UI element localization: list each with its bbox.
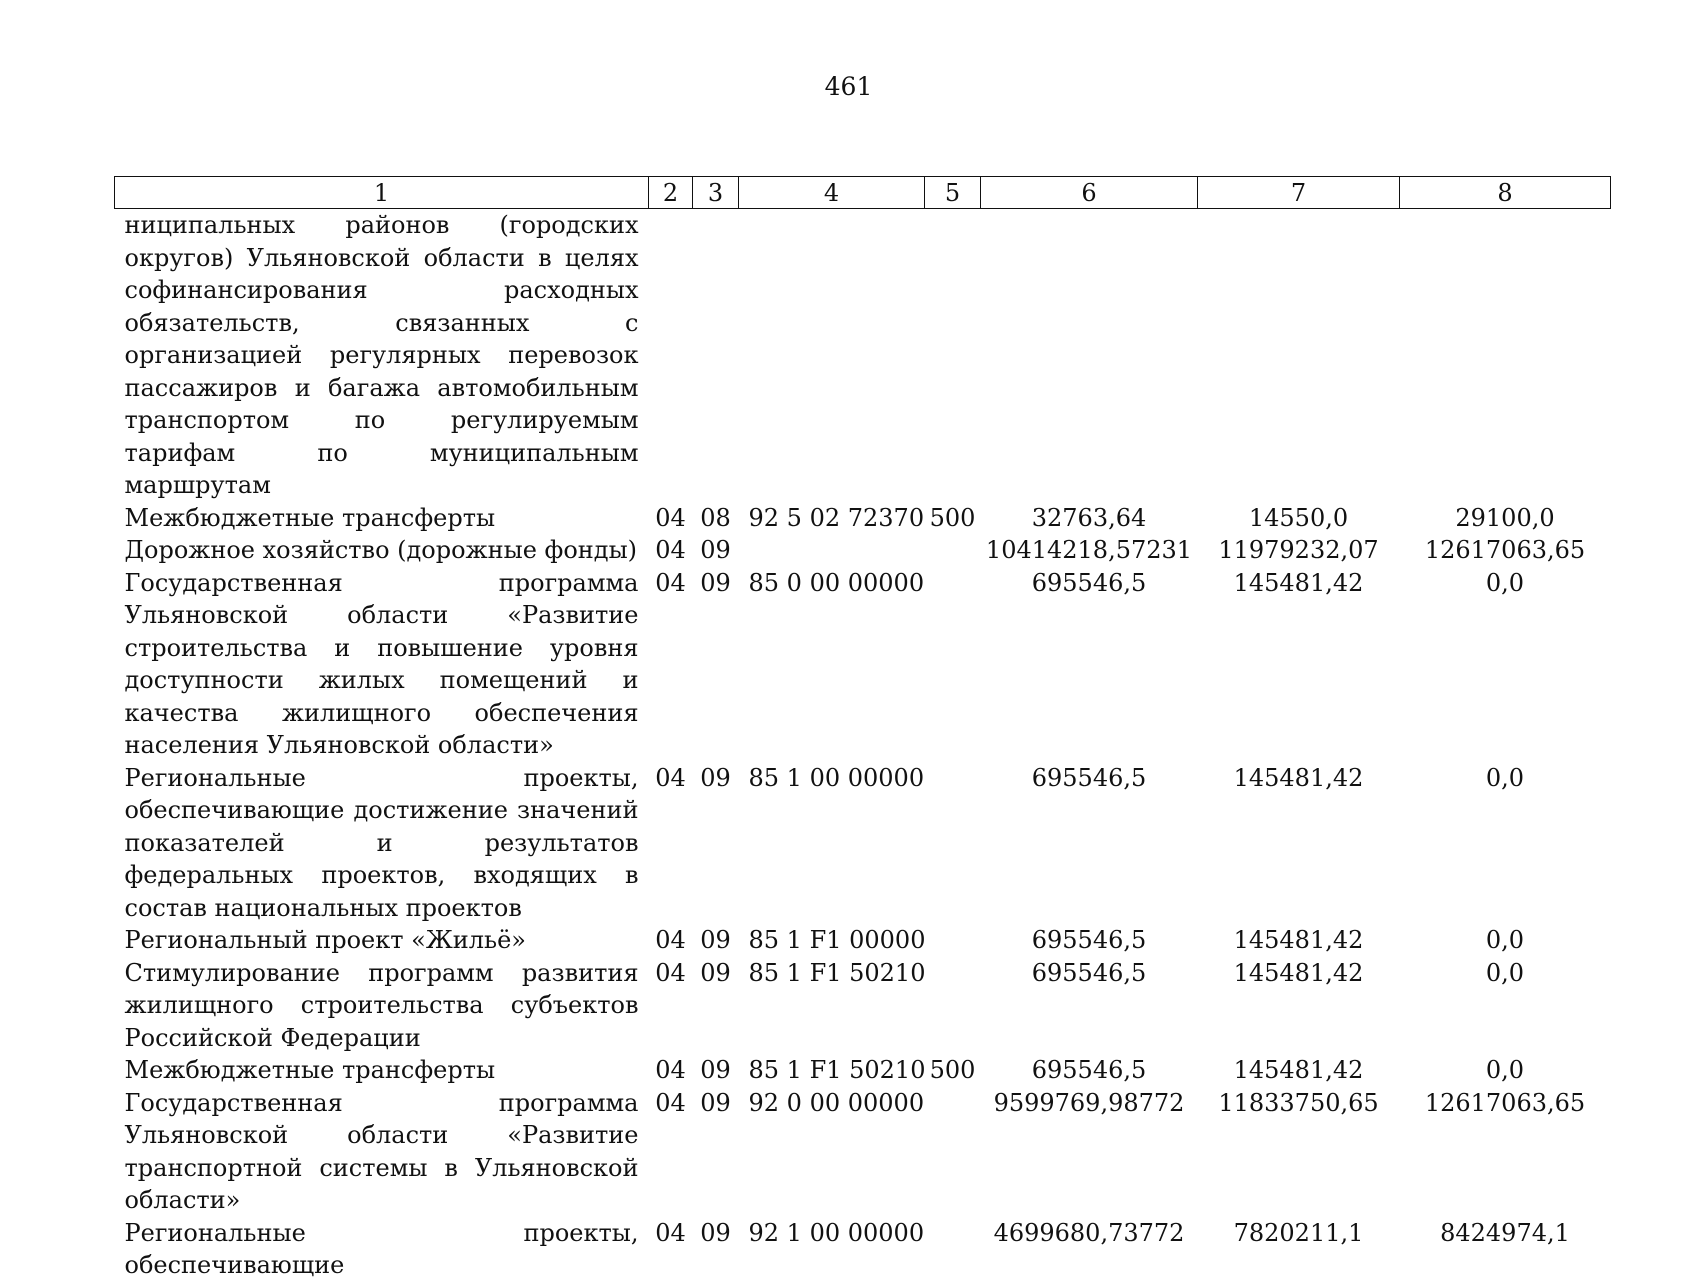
row-value-8: 0,0 [1485,568,1525,597]
row-value-6: 32763,64 [1031,503,1147,532]
table-row [115,502,1611,535]
row-value-7: 145481,42 [1233,926,1364,954]
header-col-5: 5 [925,177,981,209]
row-value-6: 695546,5 [1031,568,1147,597]
row-value-8: 12617063,65 [1424,536,1586,564]
row-subsection: 08 [700,503,731,532]
table-row [115,534,1611,567]
row-name: Межбюджетные трансферты [124,503,496,532]
row-value-6: 695546,5 [1031,763,1147,792]
row-value-7: 145481,42 [1233,958,1364,987]
header-col-1: 1 [115,177,649,209]
row-subsection: 09 [700,1218,731,1247]
row-expense-type: 500 [929,503,976,532]
row-value-6: 9599769,98772 [993,1088,1185,1117]
row-value-8: 0,0 [1485,1056,1525,1084]
row-value-7: 11833750,65 [1218,1088,1379,1117]
row-value-8: 0,0 [1485,763,1525,792]
page-number: 461 [824,72,873,101]
table-row [115,567,1611,762]
row-subsection [693,209,739,502]
row-value-8 [1400,209,1611,502]
row-target-code [739,534,925,567]
row-target-code: 85 0 00 00000 [748,568,925,597]
row-value-7: 11979232,07 [1218,536,1379,564]
row-value-7: 145481,42 [1233,763,1364,792]
row-target-code: 92 1 00 00000 [748,1218,925,1247]
row-value-7: 14550,0 [1248,503,1349,532]
table-row [115,1087,1611,1217]
row-section [649,209,693,502]
table-row [115,209,1611,502]
row-subsection: 09 [700,958,731,987]
budget-table [114,176,1611,1282]
row-section: 04 [655,536,686,564]
row-section: 04 [655,1056,686,1084]
table-row [115,1054,1611,1087]
row-value-8: 12617063,65 [1424,1088,1586,1117]
row-subsection: 09 [700,1056,731,1084]
table-body [115,209,1611,1282]
row-expense-type [925,1087,981,1217]
header-col-8: 8 [1400,177,1611,209]
row-target-code: 85 1 00 00000 [748,763,925,792]
row-value-7 [1198,209,1400,502]
row-name: Межбюджетные трансферты [124,1056,496,1084]
row-target-code: 85 1 F1 00000 [748,926,926,954]
table-row [115,1217,1611,1282]
row-value-6: 695546,5 [1031,1056,1147,1084]
table-row [115,762,1611,925]
row-value-8: 29100,0 [1455,503,1555,532]
row-subsection: 09 [700,926,731,954]
row-expense-type [925,1217,981,1282]
row-value-7: 145481,42 [1233,568,1364,597]
header-col-7: 7 [1198,177,1400,209]
row-name: Стимулирование программ развития жилищного строительства субъектов Российской Федерации [124,958,639,1052]
row-target-code: 92 0 00 00000 [748,1088,925,1117]
row-name: Региональные проекты, обеспечивающие достижение значений показателей и результатов федеральных проектов, входящих в состав национальных проектов [124,763,639,922]
header-col-2: 2 [649,177,693,209]
table-row [115,957,1611,1055]
header-col-6: 6 [981,177,1198,209]
row-name: Дорожное хозяйство (дорожные фонды) [124,536,638,564]
row-expense-type [925,957,981,1055]
row-subsection: 09 [700,763,731,792]
row-expense-type [925,567,981,762]
row-expense-type [925,924,981,957]
row-section: 04 [655,763,686,792]
row-subsection: 09 [700,568,731,597]
row-target-code: 85 1 F1 50210 [748,958,926,987]
row-value-6: 695546,5 [1031,926,1147,954]
row-target-code: 92 5 02 72370 [748,503,925,532]
row-target-code: 85 1 F1 50210 [748,1056,926,1084]
row-section: 04 [655,958,686,987]
row-section: 04 [655,503,686,532]
row-name: Государственная программа Ульяновской области «Развитие транспортной системы в Ульяновской области» [124,1088,639,1214]
header-col-3: 3 [693,177,739,209]
row-subsection: 09 [700,1088,731,1117]
row-value-6: 695546,5 [1031,958,1147,987]
row-expense-type [925,534,981,567]
row-name: Государственная программа Ульяновской области «Развитие строительства и повышение уровня доступности жилых помещений и качества жилищного обеспечения населения Ульяновской области» [124,568,639,759]
row-expense-type [925,209,981,502]
row-expense-type: 500 [929,1056,976,1084]
row-value-6: 4699680,73772 [993,1218,1185,1247]
row-name: Региональные проекты, обеспечивающие [124,1218,639,1279]
row-value-8: 0,0 [1485,958,1525,987]
row-name: Региональный проект «Жильё» [124,926,526,954]
row-subsection: 09 [700,536,731,564]
table-row [115,924,1611,957]
row-section: 04 [655,1218,686,1247]
row-target-code [739,209,925,502]
row-section: 04 [655,568,686,597]
table-header [115,177,1611,209]
header-col-4: 4 [739,177,925,209]
row-expense-type [925,762,981,925]
row-value-7: 145481,42 [1233,1056,1364,1084]
header-row [115,177,1611,209]
row-section: 04 [655,926,686,954]
row-name: ниципальных районов (городских округов) Ульяновской области в целях софинансирования расходных обязательств, связанных с организацией регулярных перевозок пассажиров и багажа автомобильным транспортом по регулируемым тарифам по муниципальным маршрутам [124,211,639,499]
row-value-8: 0,0 [1485,926,1525,954]
row-value-6: 10414218,57231 [985,536,1193,564]
row-value-7: 7820211,1 [1233,1218,1364,1247]
row-value-6 [981,209,1198,502]
row-section: 04 [655,1088,686,1117]
row-value-8: 8424974,1 [1440,1218,1570,1247]
